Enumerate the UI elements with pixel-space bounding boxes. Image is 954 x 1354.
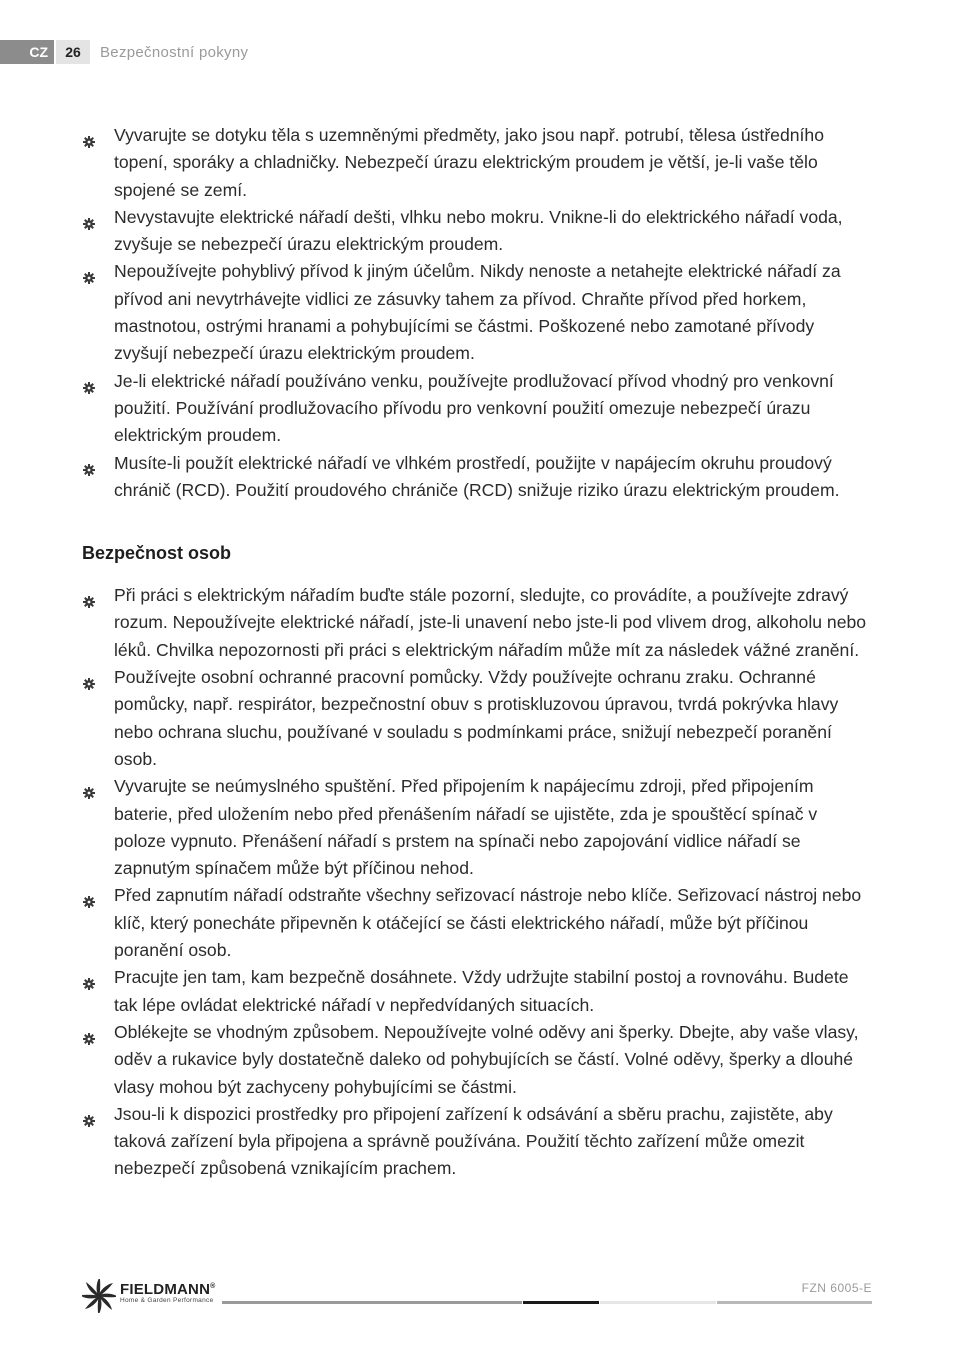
brand-logo	[82, 1279, 215, 1313]
gear-bullet-icon	[83, 889, 95, 901]
page-number: 26	[56, 40, 90, 64]
list-item-text: Před zapnutím nářadí odstraňte všechny seřizovací nástroje nebo klíče. Seřizovací nástroj nebo klíč, který ponecháte připevněn k otáčející se části elektrického nářadí, může být příčinou poranění osob.	[114, 885, 862, 961]
list-item	[82, 773, 872, 882]
list-item	[82, 204, 872, 259]
list-item-text: Při práci s elektrickým nářadím buďte stále pozorní, sledujte, co provádíte, a používejte zdravý rozum. Nepoužívejte elektrické nářadí, jste-li unavení nebo jste-li pod vlivem drog, alkoholu nebo léků. Chvilka nepozornosti při práci s elektrickým nářadím může mít za následek vážné zranění.	[114, 585, 867, 660]
list-item	[82, 450, 872, 505]
gear-bullet-icon	[83, 211, 95, 223]
gear-bullet-icon	[83, 1108, 95, 1120]
list-item	[82, 122, 872, 204]
list-item	[82, 964, 872, 1019]
gear-bullet-icon	[83, 671, 95, 683]
list-item-text: Vyvarujte se neúmyslného spuštění. Před připojením k napájecímu zdroji, před připojením baterie, před uložením nebo před přenášením nářadí se ujistěte, zda je spouštěcí spínač v poloze vypnuto. Přenášení nářadí s prstem na spínači nebo zapojování vidlice nářadí se zapnutým spínačem může být příčinou nehod.	[114, 776, 818, 879]
model-number: FZN 6005-E	[801, 1281, 872, 1295]
brand-text	[120, 1279, 215, 1305]
list-item-text: Je-li elektrické nářadí používáno venku, používejte prodlužovací přívod vhodný pro venkovní použití. Používání prodlužovacího přívodu pro venkovní použití omezuje nebezpečí úrazu elektrickým proudem.	[114, 370, 834, 446]
gear-bullet-icon	[83, 375, 95, 387]
list-item	[82, 582, 872, 664]
list-item	[82, 258, 872, 367]
language-tab: CZ	[0, 40, 54, 64]
section-heading: Bezpečnost osob	[82, 543, 232, 564]
list-item-text: Nevystavujte elektrické nářadí dešti, vlhku nebo mokru. Vnikne-li do elektrického nářadí voda, zvyšuje se nebezpečí úrazu elektrickým proudem.	[114, 206, 843, 255]
page-header	[0, 40, 248, 64]
gear-bullet-icon	[83, 457, 95, 469]
brand-name-text: FIELDMANN	[120, 1281, 211, 1298]
list-item-text: Vyvarujte se dotyku těla s uzemněnými předměty, jako jsou např. potrubí, tělesa ústředního topení, sporáky a chladničky. Nebezpečí úrazu elektrickým proudem je větší, je-li vaše tělo spojené se zemí.	[114, 125, 824, 200]
trademark-sign: ®	[210, 1283, 216, 1290]
personal-safety-list	[82, 582, 872, 1183]
list-item-text: Používejte osobní ochranné pracovní pomůcky. Vždy používejte ochranu zraku. Ochranné pomůcky, např. respirátor, bezpečnostní obuv s protiskluzovou úpravou, tvrdá pokrývka hlavy nebo ochrana sluchu, používané v souladu s podmínkami práce, snižují nebezpečí poranění osob.	[114, 667, 839, 769]
electrical-safety-list	[82, 122, 872, 504]
list-item	[82, 882, 872, 964]
gear-bullet-icon	[83, 971, 95, 983]
gear-bullet-icon	[83, 589, 95, 601]
brand-tagline: Home & Garden Performance	[120, 1297, 214, 1304]
gear-bullet-icon	[83, 780, 95, 792]
main-content	[82, 122, 872, 1183]
list-item-text: Nepoužívejte pohyblivý přívod k jiným účelům. Nikdy nenoste a netahejte elektrické nářadí za přívod ani nevytrhávejte vidlici ze zásuvky tahem za přívod. Chraňte přívod před horkem, mastnotou, ostrými hranami a pohybujícími se částmi. Poškozené nebo zamotané přívody zvyšují nebezpečí úrazu elektrickým proudem.	[114, 261, 841, 364]
footer-rule-segment	[600, 1301, 716, 1304]
list-item	[82, 368, 872, 450]
gear-bullet-icon	[83, 129, 95, 141]
footer-rule-segment	[523, 1301, 599, 1304]
list-item	[82, 664, 872, 773]
footer-rule-segment	[717, 1301, 872, 1304]
list-item	[82, 1101, 872, 1183]
list-item-text: Oblékejte se vhodným způsobem. Nepoužívejte volné oděvy ani šperky. Dbejte, aby vaše vlasy, oděv a rukavice byly dostatečně daleko od pohybujících se částí. Volné oděvy, šperky a dlouhé vlasy mohou být zachyceny pohybujícími se částmi.	[114, 1021, 859, 1097]
fan-logo-icon	[82, 1279, 116, 1313]
list-item	[82, 1019, 872, 1101]
page-footer	[82, 1276, 872, 1316]
section-title: Bezpečnostní pokyny	[100, 43, 249, 61]
gear-bullet-icon	[83, 265, 95, 277]
list-item-text: Pracujte jen tam, kam bezpečně dosáhnete. Vždy udržujte stabilní postoj a rovnováhu. Budete tak lépe ovládat elektrické nářadí v nepředvídaných situacích.	[114, 967, 849, 1015]
brand-name	[120, 1279, 215, 1297]
list-item-text: Jsou-li k dispozici prostředky pro připojení zařízení k odsávání a sběru prachu, zajistěte, aby taková zařízení byla připojena a správně používána. Použití těchto zařízení může omezit nebezpečí způsobená vznikajícím prachem.	[114, 1103, 833, 1179]
list-item-text: Musíte-li použít elektrické nářadí ve vlhkém prostředí, použijte v napájecím okruhu proudový chránič (RCD). Použití proudového chrániče (RCD) snižuje riziko úrazu elektrickým proudem.	[114, 452, 840, 500]
footer-rule-segment	[222, 1301, 522, 1304]
gear-bullet-icon	[83, 1026, 95, 1038]
